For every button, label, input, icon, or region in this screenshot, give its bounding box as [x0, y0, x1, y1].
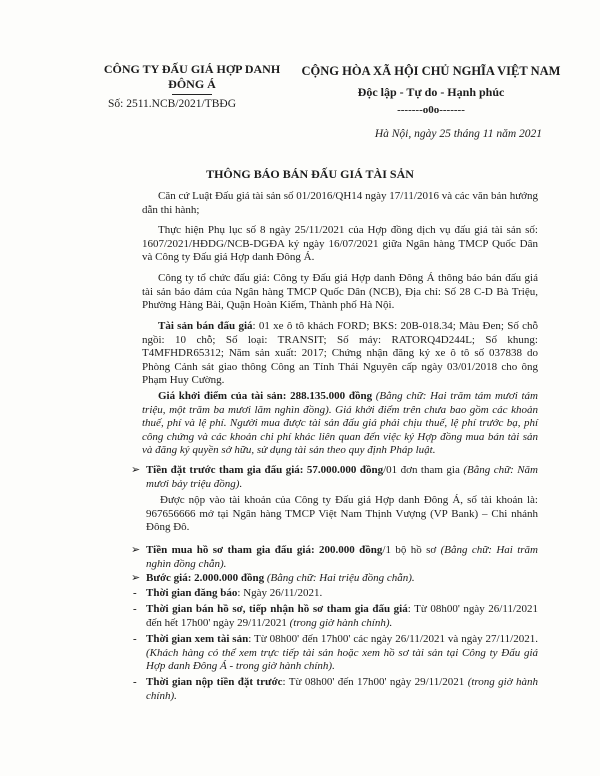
arrow-bullet-icon: ➢ [131, 572, 141, 584]
legal-basis-paragraph: Căn cứ Luật Đấu giá tài sản số 01/2016/QH14 ngày 17/11/2016 và các văn bản hướng dẫn thi hành; [142, 190, 538, 216]
deposit-account: Được nộp vào tài khoản của Công ty Đấu giá Hợp danh Đông Á, số tài khoản là: 967656666 mở tại Ngân hàng TMCP Việt Nam Thịnh Vượng (VP Bank) – Chi nhánh Đông Đô. [146, 494, 538, 534]
dash-bullet: - [133, 587, 137, 599]
view-section [146, 633, 538, 674]
sale-section [146, 603, 538, 630]
place-date: Hà Nội, ngày 25 tháng 11 năm 2021 [374, 128, 542, 140]
document-title: THÔNG BÁO BÁN ĐẤU GIÁ TÀI SẢN [206, 167, 414, 181]
view-note: (Khách hàng có thể xem trực tiếp tài sản hoặc xem hồ sơ tài sản tại Công ty Đấu giá Hợp danh Đông Á - trong giờ hành chính). [146, 646, 538, 673]
view-value: : Từ 08h00' đến 17h00' các ngày 26/11/2021 và ngày 27/11/2021. [248, 633, 538, 645]
header-left-rule [172, 94, 212, 95]
fee-label: Tiền mua hồ sơ tham gia đấu giá: 200.000 đồng [146, 544, 383, 556]
announce-value: : Ngày 26/11/2021. [237, 587, 323, 599]
company-name-line1: CÔNG TY ĐẤU GIÁ HỢP DANH [103, 62, 281, 76]
announce-label: Thời gian đăng báo [146, 587, 238, 599]
payment-section [146, 676, 538, 703]
view-label: Thời gian xem tài sản [146, 633, 249, 645]
dash-bullet: - [133, 633, 137, 645]
motto: Độc lập - Tự do - Hạnh phúc [357, 85, 505, 99]
fee-unit: /1 bộ hồ sơ [382, 544, 437, 556]
arrow-bullet-icon: ➢ [131, 544, 141, 556]
motto-separator: -------o0o------- [397, 104, 465, 116]
step-section [146, 572, 538, 586]
asset-label: Tài sản bán đấu giá [158, 320, 253, 332]
fee-words: (Bằng chữ: Hai trăm nghìn đồng chẵn). [146, 544, 538, 570]
sale-note: (trong giờ hành chính). [286, 616, 393, 629]
deposit-words: (Bằng chữ: Năm mươi bảy triệu đồng). [146, 464, 538, 490]
announce-section [146, 587, 538, 601]
deposit-unit: /01 đơn tham gia [383, 464, 460, 476]
fee-section [146, 544, 538, 571]
company-name [92, 62, 292, 92]
start-price-label: Giá khởi điểm của tài sản: 288.135.000 đồng [158, 390, 373, 402]
start-price-text: (Bằng chữ: Hai trăm tám mươi tám triệu, một trăm ba mươi lăm nghìn đồng). Giá khởi điểm trên chưa bao gồm các khoản thuế, phí và lệ phí. Người mua được tài sản đấu giá phải chịu thuế, lệ phí trước bạ, phí công chứng và các khoản chi phí khác liên quan đến việc ký Hợp đồng mua bán tài sản và đăng ký quyền sở hữu, sử dụng tài sản theo quy định Pháp luật. [142, 390, 539, 457]
deposit-section [146, 464, 538, 491]
dash-bullet: - [133, 676, 137, 688]
contract-paragraph: Thực hiện Phụ lục số 8 ngày 25/11/2021 của Hợp đồng dịch vụ đấu giá tài sản số: 1607/2021/HĐDG/NCB-DGĐA ký ngày 16/07/2021 giữa Ngân hàng TMCP Quốc Dân và Công ty Đấu giá Hợp danh Đông Á. [142, 224, 538, 264]
payment-value: : Từ 08h00' đến 17h00' ngày 29/11/2021 [282, 676, 465, 688]
document-number: Số: 2511.NCB/2021/TBĐG [108, 98, 237, 110]
arrow-bullet-icon: ➢ [131, 464, 141, 476]
payment-note: (trong giờ hành chính). [146, 676, 538, 702]
company-name-line2: ĐÔNG Á [168, 77, 216, 91]
asset-description: : 01 xe ô tô khách FORD; BKS: 20B-018.34; Màu Đen; Số chỗ ngồi: 10 chỗ; Số loại: TRANSIT; Số máy: RATORQ4D244L; Số khung: T4MFHDR65312; Năm sản xuất: 2017; Chứng nhận đăng ký xe ô tô số 037838 do Phòng Cảnh sát giao thông Công an Tỉnh Thái Nguyên cấp ngày 03/01/2018 cho ông Phạm Huy Cường. [142, 320, 538, 387]
nation-title: CỘNG HÒA XÃ HỘI CHỦ NGHĨA VIỆT NAM [301, 64, 561, 78]
start-price-section [142, 390, 538, 458]
deposit-label: Tiền đặt trước tham gia đấu giá: 57.000.000 đồng [146, 464, 384, 476]
asset-section [142, 320, 538, 388]
dash-bullet: - [133, 603, 137, 615]
sale-value: : Từ 08h00' ngày 26/11/2021 đến hết 17h00' ngày 29/11/2021 [146, 603, 539, 629]
step-label: Bước giá: 2.000.000 đồng [146, 572, 265, 584]
organizer-paragraph: Công ty tổ chức đấu giá: Công ty Đấu giá Hợp danh Đông Á thông báo bán đấu giá tài sản bảo đảm của Ngân hàng TMCP Quốc Dân (NCB), Địa chỉ: Số 28 C-D Bà Triệu, Phường Hàng Bài, Quận Hoàn Kiếm, Thành phố Hà Nội. [142, 272, 538, 312]
step-words: (Bằng chữ: Hai triệu đồng chẵn). [264, 572, 415, 584]
sale-label: Thời gian bán hồ sơ, tiếp nhận hồ sơ tham gia đấu giá [146, 603, 408, 615]
payment-label: Thời gian nộp tiền đặt trước [146, 676, 283, 688]
